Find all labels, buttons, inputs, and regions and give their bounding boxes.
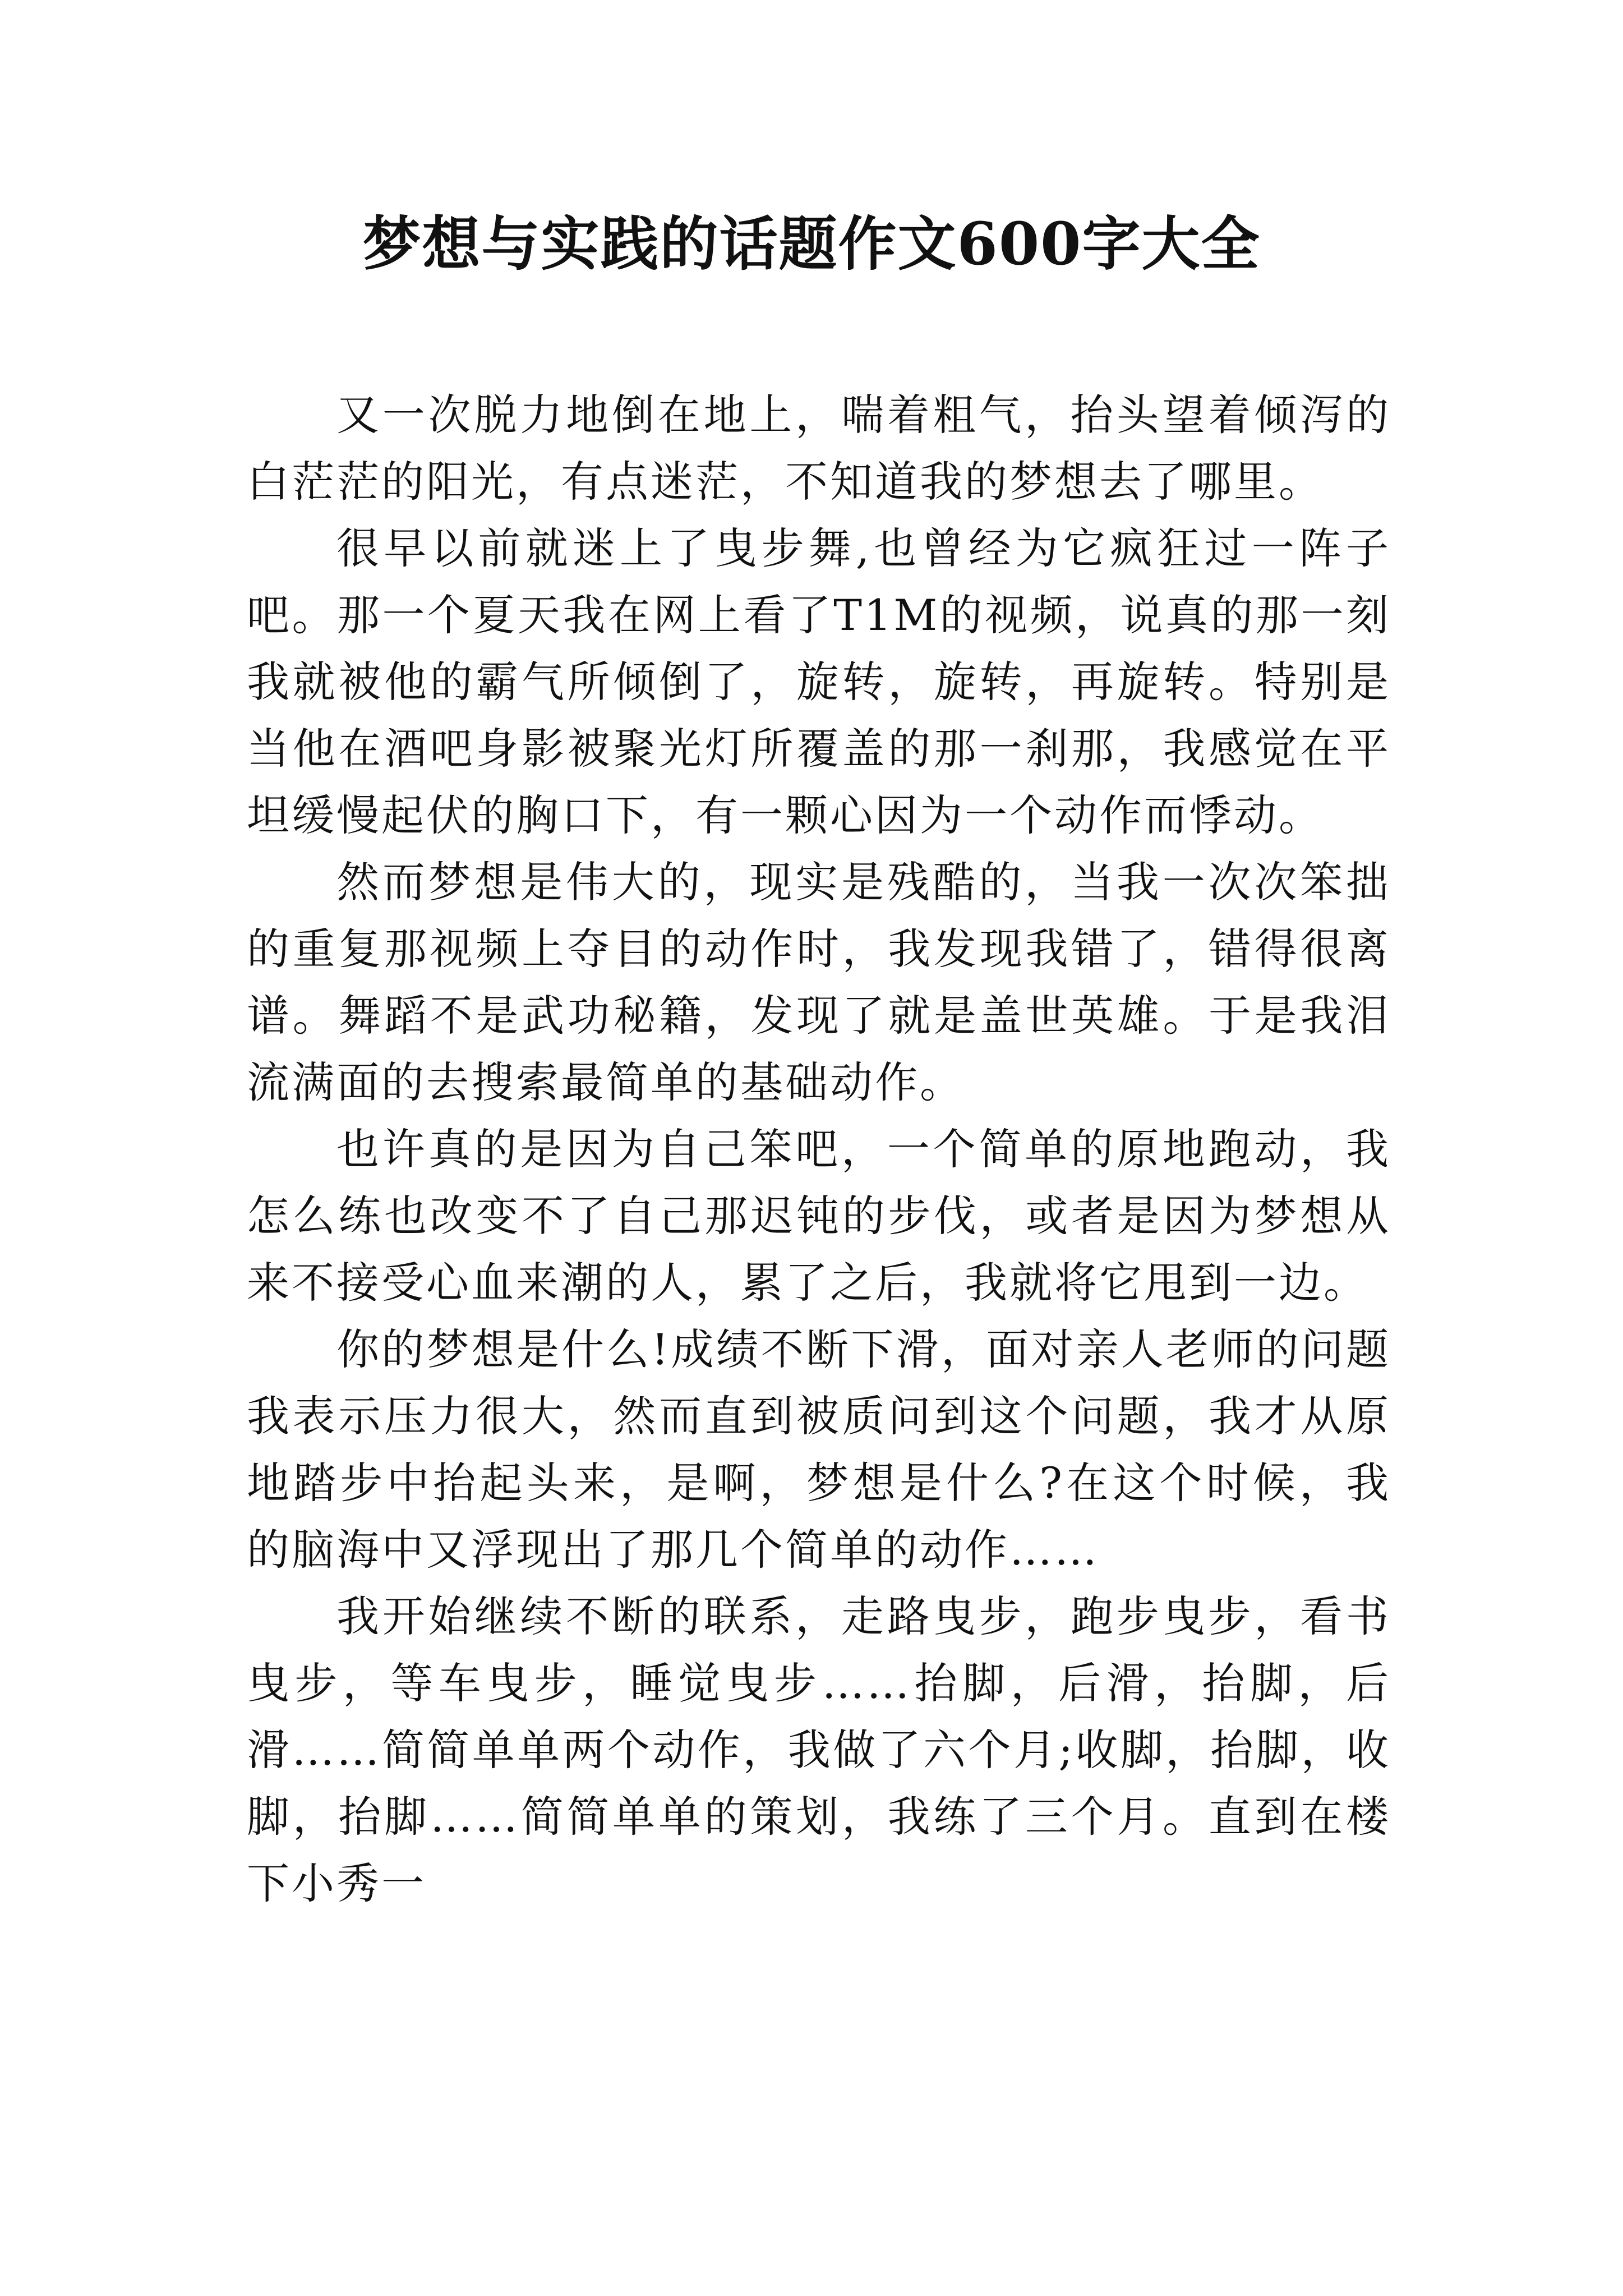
- paragraph: 你的梦想是什么!成绩不断下滑，面对亲人老师的问题我表示压力很大，然而直到被质问到这个问题，我才从原地踏步中抬起头来，是啊，梦想是什么?在这个时候，我的脑海中又浮现出了那几个简单的动作……: [247, 1324, 1391, 1575]
- paragraph: 也许真的是因为自己笨吧，一个简单的原地跑动，我怎么练也改变不了自己那迟钝的步伐，或者是因为梦想从来不接受心血来潮的人，累了之后，我就将它甩到一边。: [247, 1124, 1391, 1308]
- paragraph: 又一次脱力地倒在地上，喘着粗气，抬头望着倾泻的白茫茫的阳光，有点迷茫，不知道我的梦想去了哪里。: [247, 390, 1391, 507]
- document-body: [247, 381, 1391, 1917]
- paragraph: 很早以前就迷上了曳步舞,也曾经为它疯狂过一阵子吧。那一个夏天我在网上看了T1M的视频，说真的那一刻我就被他的霸气所倾倒了，旋转，旋转，再旋转。特别是当他在酒吧身影被聚光灯所覆盖的那一刹那，我感觉在平坦缓慢起伏的胸口下，有一颗心因为一个动作而悸动。: [247, 523, 1391, 840]
- document-title: 梦想与实践的话题作文600字大全: [362, 209, 1261, 278]
- paragraph: 然而梦想是伟大的，现实是残酷的，当我一次次笨拙的重复那视频上夺目的动作时，我发现我错了，错得很离谱。舞蹈不是武功秘籍，发现了就是盖世英雄。于是我泪流满面的去搜索最简单的基础动作。: [247, 857, 1391, 1107]
- paragraph: 我开始继续不断的联系，走路曳步，跑步曳步，看书曳步，等车曳步，睡觉曳步……抬脚，后滑，抬脚，后滑……简简单单两个动作，我做了六个月;收脚，抬脚，收脚，抬脚……简简单单的策划，我练了三个月。直到在楼下小秀一: [247, 1591, 1391, 1908]
